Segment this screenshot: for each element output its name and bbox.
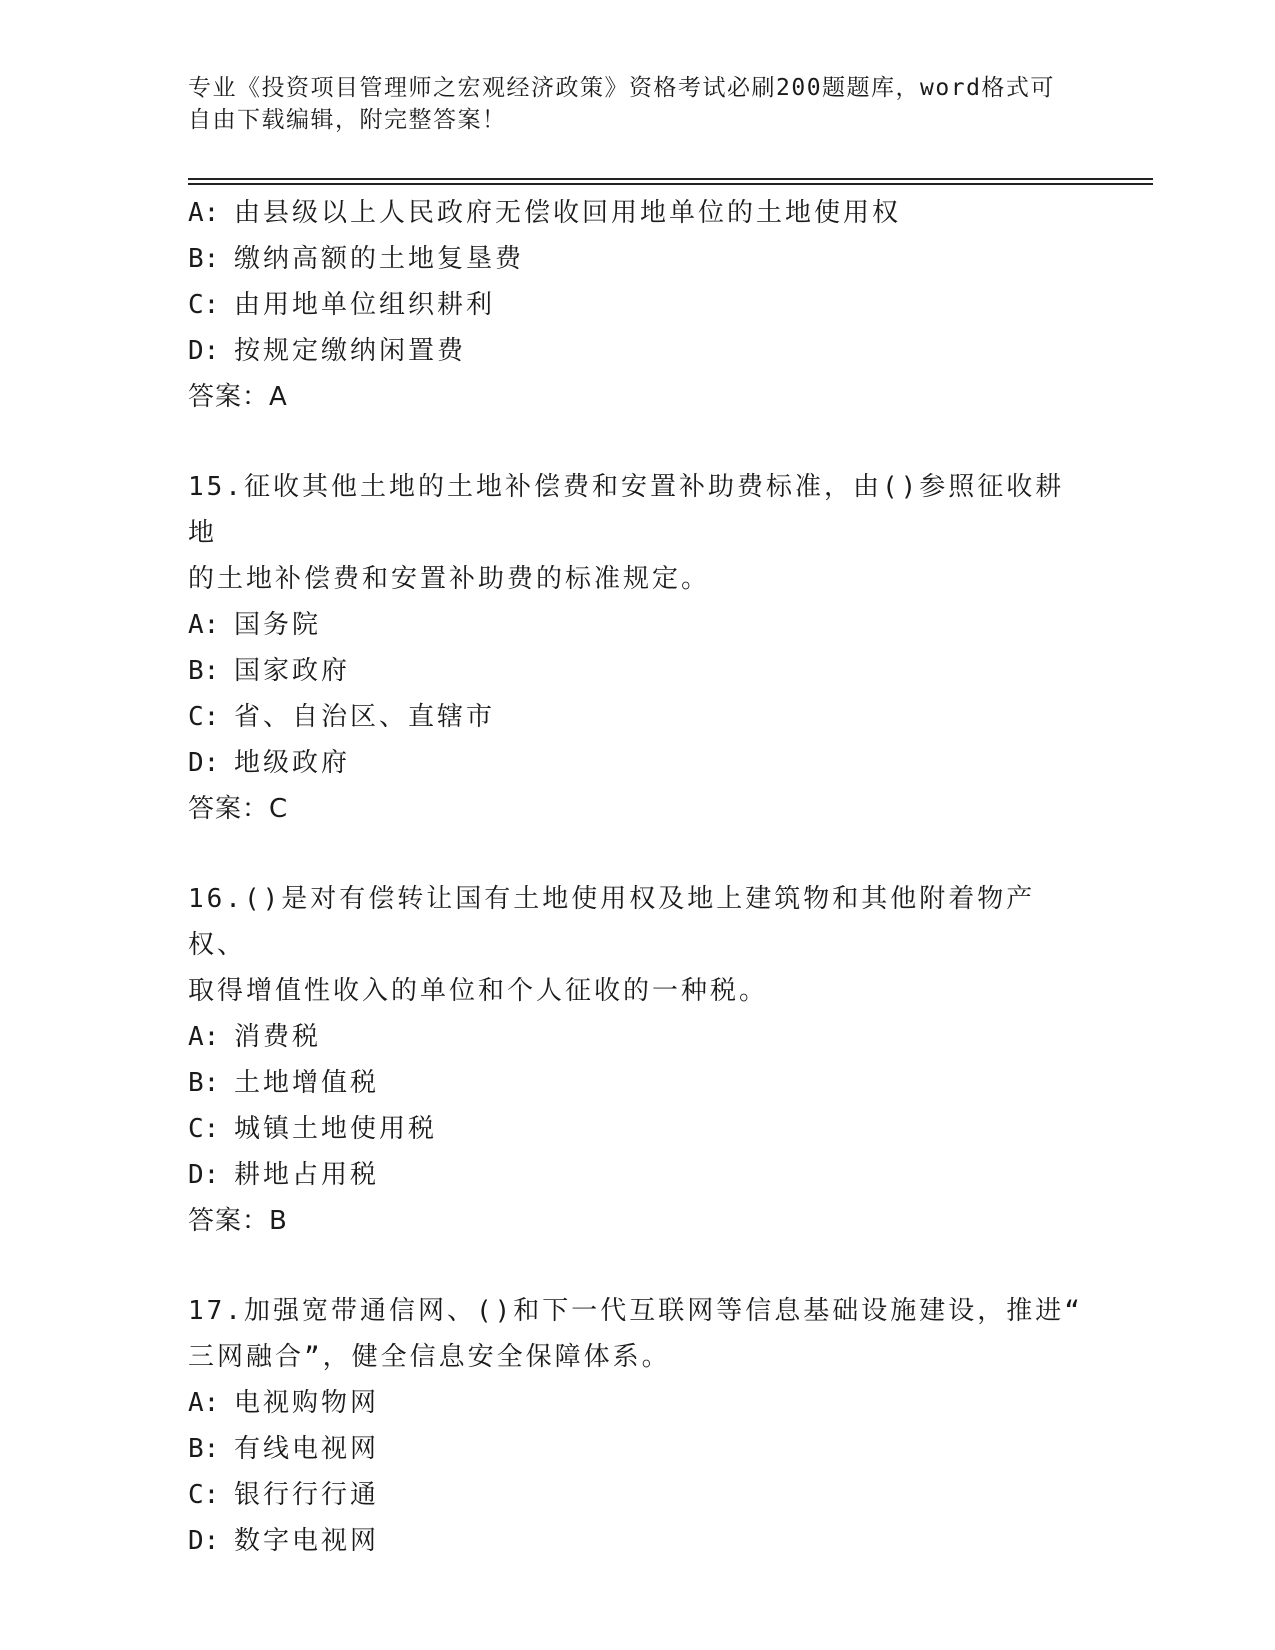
option-d xyxy=(188,1518,1088,1564)
option-text: 缴纳高额的土地复垦费 xyxy=(234,244,525,274)
option-text: 有线电视网 xyxy=(234,1434,380,1464)
answer-line: 答案：A xyxy=(188,382,288,412)
option-letter: C: xyxy=(188,702,220,732)
question-15 xyxy=(188,464,1088,832)
option-text: 地级政府 xyxy=(234,748,351,778)
header-title-line-1: 专业《投资项目管理师之宏观经济政策》资格考试必刷200题题库，word格式可 xyxy=(188,75,1055,101)
answer-line: 答案：B xyxy=(188,1206,288,1236)
option-d xyxy=(188,740,1088,786)
option-a xyxy=(188,190,1088,236)
option-c xyxy=(188,282,1088,328)
option-a xyxy=(188,602,1088,648)
option-letter: B: xyxy=(188,656,220,686)
option-text: 数字电视网 xyxy=(234,1526,380,1556)
option-letter: A: xyxy=(188,1388,220,1418)
option-b xyxy=(188,236,1088,282)
option-letter: A: xyxy=(188,198,220,228)
option-c xyxy=(188,1472,1088,1518)
question-list xyxy=(188,190,1088,1564)
option-text: 银行行行通 xyxy=(234,1480,380,1510)
option-letter: C: xyxy=(188,290,220,320)
question-stem-line-1: 16.()是对有偿转让国有土地使用权及地上建筑物和其他附着物产权、 xyxy=(188,884,1036,960)
option-d xyxy=(188,1152,1088,1198)
header-divider-bottom xyxy=(188,183,1153,185)
option-letter: D: xyxy=(188,336,220,366)
option-text: 国务院 xyxy=(234,610,322,640)
question-stem-line-1: 15.征收其他土地的土地补偿费和安置补助费标准，由()参照征收耕地 xyxy=(188,472,1065,548)
option-text: 电视购物网 xyxy=(234,1388,380,1418)
question-16 xyxy=(188,876,1088,1244)
header-title-line-2: 自由下载编辑，附完整答案！ xyxy=(188,107,507,133)
option-letter: D: xyxy=(188,1160,220,1190)
option-d xyxy=(188,328,1088,374)
option-text: 国家政府 xyxy=(234,656,351,686)
question-stem xyxy=(188,876,1088,1014)
option-b xyxy=(188,648,1088,694)
option-text: 土地增值税 xyxy=(234,1068,380,1098)
answer-line: 答案：C xyxy=(188,794,289,824)
option-letter: D: xyxy=(188,748,220,778)
option-b xyxy=(188,1426,1088,1472)
header-divider-top xyxy=(188,178,1153,180)
option-text: 耕地占用税 xyxy=(234,1160,380,1190)
question-carryover xyxy=(188,190,1088,420)
option-c xyxy=(188,1106,1088,1152)
option-c xyxy=(188,694,1088,740)
option-text: 由用地单位组织耕利 xyxy=(234,290,496,320)
option-letter: B: xyxy=(188,244,220,274)
document-header xyxy=(188,72,1088,136)
option-letter: D: xyxy=(188,1526,220,1556)
option-letter: B: xyxy=(188,1434,220,1464)
option-b xyxy=(188,1060,1088,1106)
option-a xyxy=(188,1014,1088,1060)
question-stem-line-2: 三网融合”，健全信息安全保障体系。 xyxy=(188,1342,671,1372)
option-text: 城镇土地使用税 xyxy=(234,1114,438,1144)
option-a xyxy=(188,1380,1088,1426)
option-text: 省、自治区、直辖市 xyxy=(234,702,496,732)
option-text: 消费税 xyxy=(234,1022,322,1052)
option-text: 由县级以上人民政府无偿收回用地单位的土地使用权 xyxy=(234,198,902,228)
option-letter: C: xyxy=(188,1480,220,1510)
question-stem-line-1: 17.加强宽带通信网、()和下一代互联网等信息基础设施建设，推进“ xyxy=(188,1296,1083,1326)
option-letter: C: xyxy=(188,1114,220,1144)
question-stem xyxy=(188,1288,1088,1380)
option-letter: B: xyxy=(188,1068,220,1098)
option-letter: A: xyxy=(188,610,220,640)
question-stem-line-2: 取得增值性收入的单位和个人征收的一种税。 xyxy=(188,976,769,1006)
option-text: 按规定缴纳闲置费 xyxy=(234,336,467,366)
question-stem-line-2: 的土地补偿费和安置补助费的标准规定。 xyxy=(188,564,711,594)
question-stem xyxy=(188,464,1088,602)
question-17 xyxy=(188,1288,1088,1564)
option-letter: A: xyxy=(188,1022,220,1052)
